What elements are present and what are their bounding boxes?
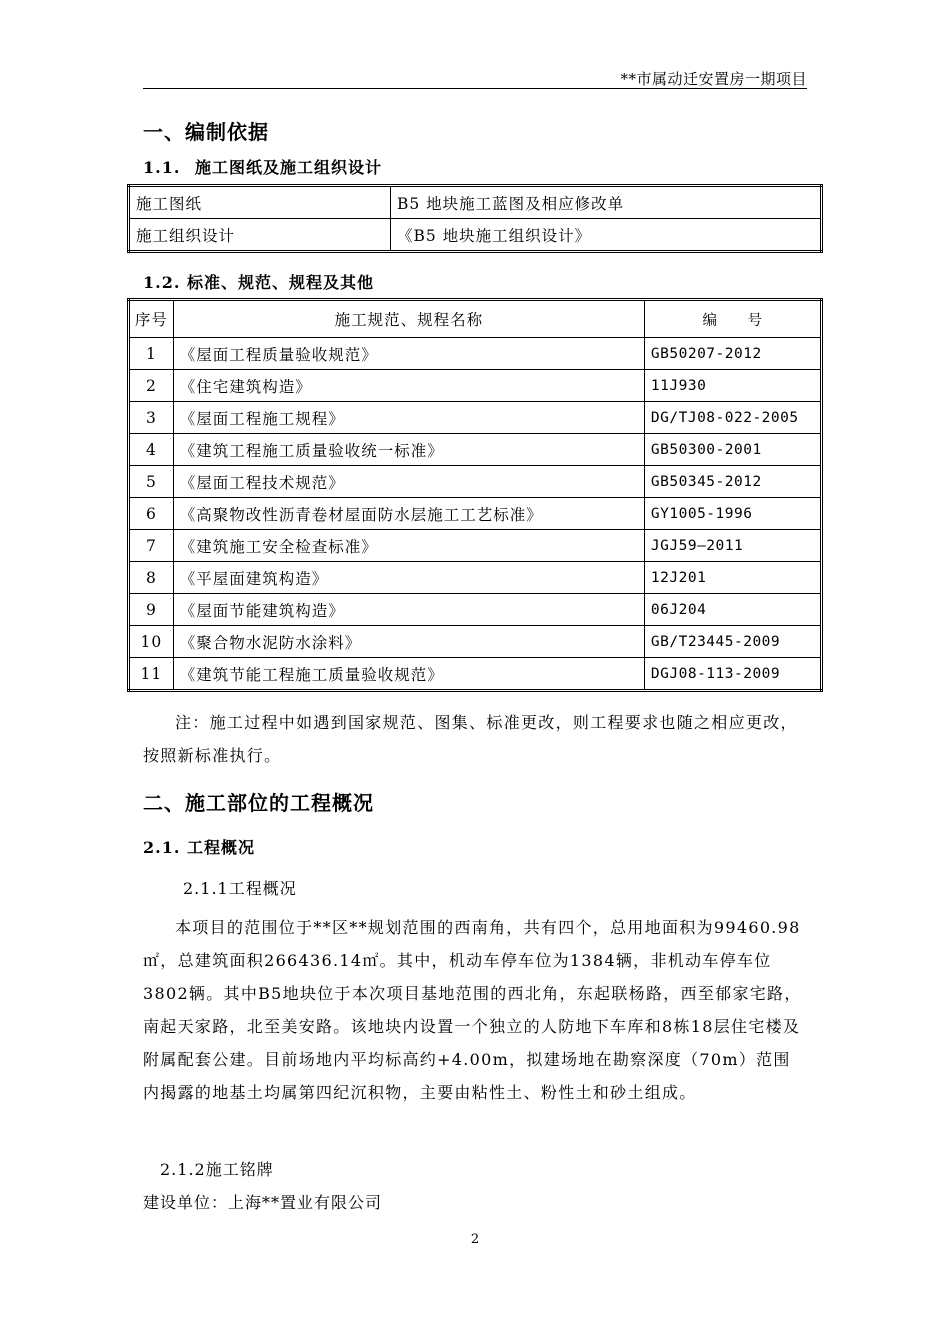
row-index-cell: 4 (129, 434, 174, 466)
row-index-cell: 8 (129, 562, 174, 594)
row-index-cell: 3 (129, 402, 174, 434)
table-row (129, 530, 822, 562)
table-row (129, 498, 822, 530)
row-index-cell: 6 (129, 498, 174, 530)
row-index-cell: 10 (129, 626, 174, 658)
row-code-cell: 11J930 (644, 370, 821, 402)
row-code-cell: 12J201 (644, 562, 821, 594)
builder-line: 建设单位：上海**置业有限公司 (143, 1193, 383, 1212)
standards-table-body (129, 338, 822, 691)
row-name-cell: 《屋面工程质量验收规范》 (173, 338, 644, 370)
row-name-cell: 《聚合物水泥防水涂料》 (173, 626, 644, 658)
standards-table (127, 298, 823, 692)
column-header-name: 施工规范、规程名称 (173, 300, 644, 338)
table-row (129, 338, 822, 370)
table-cell: 施工图纸 (129, 186, 391, 219)
drawings-table (127, 184, 823, 253)
column-header-code: 编 号 (644, 300, 821, 338)
table-cell: B5 地块施工蓝图及相应修改单 (391, 186, 822, 219)
subsection-2-1-1-heading: 2.1.1工程概况 (183, 879, 297, 898)
row-code-cell: DG/TJ08-022-2005 (644, 402, 821, 434)
subsection-1-1-heading (143, 155, 382, 178)
table-row (129, 370, 822, 402)
row-name-cell: 《建筑工程施工质量验收统一标准》 (173, 434, 644, 466)
row-name-cell: 《平屋面建筑构造》 (173, 562, 644, 594)
table-row (129, 466, 822, 498)
row-index-cell: 7 (129, 530, 174, 562)
subsection-number: 1.1. (143, 158, 181, 177)
subsection-2-1-2-heading: 2.1.2施工铭牌 (160, 1160, 274, 1179)
running-header: **市属动迁安置房一期项目 (620, 70, 807, 88)
row-code-cell: GB50207-2012 (644, 338, 821, 370)
row-name-cell: 《建筑施工安全检查标准》 (173, 530, 644, 562)
section-1-heading: 一、编制依据 (143, 120, 269, 144)
row-index-cell: 11 (129, 658, 174, 691)
row-code-cell: 06J204 (644, 594, 821, 626)
note-text: 注：施工过程中如遇到国家规范、图集、标准更改，则工程要求也随之相应更改，按照新标准执行。 (143, 713, 798, 765)
row-name-cell: 《屋面节能建筑构造》 (173, 594, 644, 626)
row-name-cell: 《高聚物改性沥青卷材屋面防水层施工工艺标准》 (173, 498, 644, 530)
header-divider (143, 88, 807, 89)
row-name-cell: 《建筑节能工程施工质量验收规范》 (173, 658, 644, 691)
row-index-cell: 1 (129, 338, 174, 370)
table-row (129, 186, 822, 219)
row-code-cell: DGJ08-113-2009 (644, 658, 821, 691)
table-row (129, 658, 822, 691)
overview-paragraph (143, 911, 807, 1109)
table-row (129, 219, 822, 252)
row-name-cell: 《住宅建筑构造》 (173, 370, 644, 402)
table-row (129, 402, 822, 434)
table-cell: 《B5 地块施工组织设计》 (391, 219, 822, 252)
page-number: 2 (470, 1232, 480, 1247)
row-code-cell: GY1005-1996 (644, 498, 821, 530)
row-code-cell: GB/T23445-2009 (644, 626, 821, 658)
row-name-cell: 《屋面工程技术规范》 (173, 466, 644, 498)
subsection-title: 标准、规范、规程及其他 (186, 273, 374, 292)
section-2-heading: 二、施工部位的工程概况 (143, 791, 374, 815)
row-code-cell: JGJ59—2011 (644, 530, 821, 562)
subsection-number: 1.2. (143, 273, 181, 292)
row-code-cell: GB50300-2001 (644, 434, 821, 466)
row-index-cell: 5 (129, 466, 174, 498)
table-row (129, 562, 822, 594)
row-name-cell: 《屋面工程施工规程》 (173, 402, 644, 434)
row-index-cell: 2 (129, 370, 174, 402)
table-row (129, 434, 822, 466)
subsection-title: 工程概况 (186, 838, 255, 857)
table-header-row (129, 300, 822, 338)
subsection-number: 2.1. (143, 838, 181, 857)
table-row (129, 594, 822, 626)
subsection-title: 施工图纸及施工组织设计 (195, 158, 383, 177)
subsection-2-1-heading (143, 835, 255, 858)
row-code-cell: GB50345-2012 (644, 466, 821, 498)
subsection-1-2-heading (143, 270, 374, 293)
row-index-cell: 9 (129, 594, 174, 626)
note-paragraph (143, 706, 807, 772)
table-row (129, 626, 822, 658)
overview-text: 本项目的范围位于**区**规划范围的西南角，共有四个，总用地面积为99460.98㎡，总建筑面积266436.14㎡。其中，机动车停车位为1384辆，非机动车停车位3802辆。其中B5地块位于本次项目基地范围的西北角，东起联杨路，西至郁家宅路，南起天家路，北至美安路。该地块内设置一个独立的人防地下车库和8栋18层住宅楼及附属配套公建。目前场地内平均标高约+4.00m，拟建场地在勘察深度（70m）范围内揭露的地基土均属第四纪沉积物，主要由粘性土、粉性土和砂土组成。 (143, 918, 802, 1102)
table-cell: 施工组织设计 (129, 219, 391, 252)
column-header-index: 序号 (129, 300, 174, 338)
